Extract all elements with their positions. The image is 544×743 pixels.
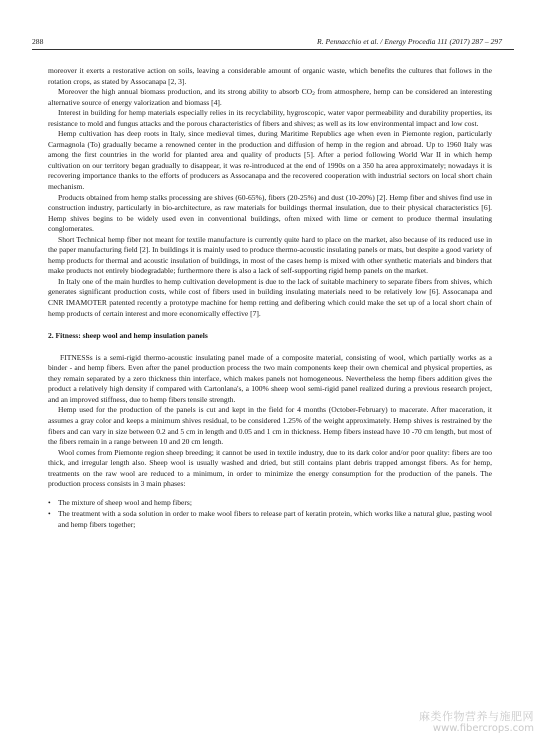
article-body xyxy=(48,66,492,531)
list-item: • The treatment with a soda solution in order to make wool fibers to release part of keratin protein, which works like a natural glue, pasting wool and hemp fibers together; xyxy=(48,509,492,530)
paragraph: Products obtained from hemp stalks processing are shives (60-65%), fibers (20-25%) and dust (10-20%) [2]. Hemp fiber and shives find use in construction industry, particularly in bio-architecture, as raw materials for buildings thermal insulation, due to their physical characteristics [6]. Hemp shives begins to be widely used even in conventional buildings, often mixed with lime or cement to produce thermal insulating conglomerates. xyxy=(48,192,492,234)
phase-list xyxy=(48,498,492,531)
page-number: 288 xyxy=(32,37,44,46)
running-head: R. Pennacchio et al. / Energy Procedia 111 (2017) 287 – 297 xyxy=(317,37,502,46)
watermark-url: www.fibercrops.com xyxy=(432,723,534,734)
section-paragraph: Wool comes from Piemonte region sheep breeding; it cannot be used in textile industry, due to its dark color and/or poor quality: fibers are too thick, and irregular length also. Sheep wool is usually washed and dried, but still contains plant debris trapped amongst fibers. As for hemp, treatments on the raw wool are reduced to a minimum, in order to minimize the energy consumption for the production of the panels. The production process consists in 3 main phases: xyxy=(48,447,492,489)
co2-subscript: 2 xyxy=(312,91,315,98)
header-rule xyxy=(32,49,514,50)
watermark xyxy=(419,711,534,735)
paragraph: Short Technical hemp fiber not meant for textile manufacture is currently quite hard to place on the market, also because of its reduced use in the paper manufacturing field [2]. In buildings it is mainly used to produce thermo-acoustic insulating panels or mats, but despite a good variety of hemp products for thermal and acoustic insulation of buildings, in most of the cases hemp is mixed with other synthetic materials and binders that make products not entirely biodegradable; furthermore there is also a lack of self-supporting rigid hemp panels on the market. xyxy=(48,234,492,276)
paragraph: moreover it exerts a restorative action on soils, leaving a considerable amount of organic waste, which benefits the cultures that follows in the rotation crops, as stated by Assocanapa [2, 3]. xyxy=(48,66,492,86)
co2-text-after: from atmosphere, hemp can be considered an interesting alternative source of energy valorization and biomass [4]. xyxy=(48,87,492,107)
page-header xyxy=(32,37,514,47)
list-item: • The mixture of sheep wool and hemp fibers; xyxy=(48,498,492,509)
co2-text-before: Moreover the high annual biomass production, and its strong ability to absorb CO xyxy=(58,87,313,97)
paragraph: Interest in building for hemp materials especially relies in its recyclability, hygroscopic, water vapor permeability and durability properties, its resistance to mold and fungus attacks and the porous characteristics of fibers and shives; as well as its low environmental impact and low cost. xyxy=(48,108,492,128)
paragraph-co2 xyxy=(48,87,492,108)
section-paragraph: FITNESSs is a semi-rigid thermo-acoustic insulating panel made of a composite material, consisting of wool, which partially works as a binder - and hemp fibers. Even after the panel production process the two main components keep their own chemical and physical properties, as they remain separated by a zero thickness thin interface, which makes panels not homogeneous. Nevertheless the hemp fibers addition gives the product a relatively high density if compared with Cartonlana's, a 100% sheep wool semi-rigid panel realized during a previous research project, and an improved stiffness, due to hemp fibers tensile strength. xyxy=(48,352,492,404)
section-paragraph: Hemp used for the production of the panels is cut and kept in the field for 4 months (October-February) to macerate. After maceration, it assumes a gray color and keeps a minimum shives residual, to be considered 1.25% of the weight approximately. Hemp shives is restrained by the fibers and can vary in size between 0.2 and 5 cm in length and 0.05 and 1 cm in thickness. Hemp fibers instead have 10 -70 cm length, but most of the fibers remain in a range between 10 and 20 cm length. xyxy=(48,405,492,447)
paragraph: Hemp cultivation has deep roots in Italy, since medieval times, during Maritime Republics age when even in Piemonte region, particularly Carmagnola (To) gradually became a renowned center in the production and diffusion of hemp in the region and abroad. Up to 1960 Italy was among the first countries in the world for planted area and quality of products [5]. After a period following World War II in which hemp cultivation on our territory began gradually to disappear, it was re-introduced at the end of 1990s on a 350 ha area approximately; nowadays it is recovering importance thanks to the efforts of producers as Assocanapa and the recovered cooperation with industrial sectors on local short chain mechanism. xyxy=(48,129,492,192)
watermark-title: 麻类作物营养与施肥网 xyxy=(419,710,534,723)
section-heading: 2. Fitness: sheep wool and hemp insulation panels xyxy=(48,331,208,341)
paragraph: In Italy one of the main hurdles to hemp cultivation development is due to the lack of suitable machinery to separate fibers from shives, which generates significant production costs, while cost of fibers used in building insulating materials need to be relatively low [6]. Assocanapa and CNR IMAMOTER patented recently a prototype machine for hemp retting and defibering which could make the set up of a local short chain of hemp products of certain interest and more economically effective [7]. xyxy=(48,276,492,318)
